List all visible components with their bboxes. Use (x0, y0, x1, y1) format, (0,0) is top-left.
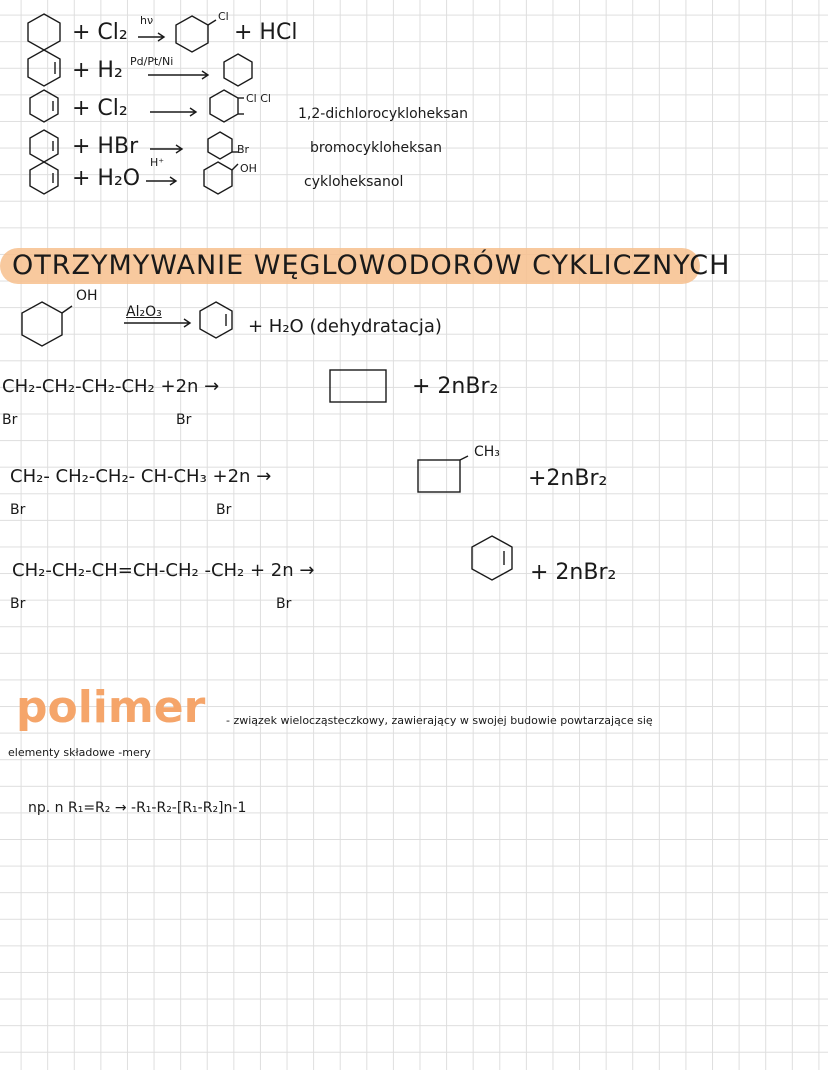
polymer-example: np. n R₁=R₂ → -R₁-R₂-[R₁-R₂]n-1 (28, 800, 247, 816)
cyclohexene-ring (30, 90, 66, 126)
chain-formula: CH₂-CH₂-CH=CH-CH₂ -CH₂ + 2n → (12, 560, 315, 581)
cyclohexane-ring (28, 14, 68, 54)
cyclohexene-ring (200, 302, 240, 342)
cyclohexene-ring (30, 130, 66, 166)
reagent: + H₂ (72, 58, 123, 83)
bromine-label: Br (216, 502, 232, 518)
cyclohexene-ring (30, 162, 66, 198)
compound-name: 1,2-dichlorocykloheksan (298, 106, 469, 122)
definition: elementy składowe -mery (8, 746, 151, 759)
cyclobutane-square (330, 370, 390, 406)
bromine-label: Br (2, 412, 18, 428)
reaction-rest: +2nBr₂ (528, 466, 608, 491)
substituent: Cl Cl (246, 92, 271, 105)
arrow-icon (146, 176, 180, 186)
reaction-rest: + H₂O (dehydratacja) (248, 316, 442, 337)
byproduct: + HCl (234, 20, 298, 45)
bromine-label: Br (10, 596, 26, 612)
cyclohexanol-ring (22, 302, 72, 348)
cyclohexane-ring (224, 54, 260, 90)
compound-name: cykloheksanol (304, 174, 404, 190)
chlorocyclohexane-ring (176, 16, 216, 56)
dichlorocyclohexane-ring (210, 90, 246, 126)
bromocyclohexane-ring (208, 132, 238, 162)
chain-formula: CH₂-CH₂-CH₂-CH₂ +2n → (2, 376, 220, 397)
condition: Pd/Pt/Ni (130, 55, 174, 68)
definition: - związek wielocząsteczkowy, zawierający w swojej budowie powtarzające się (226, 714, 653, 727)
condition: H⁺ (150, 156, 165, 169)
substituent: OH (240, 162, 257, 175)
arrow-icon (148, 70, 212, 80)
arrow-icon (150, 144, 186, 154)
polimer-heading: polimer (16, 682, 206, 733)
substituent: OH (76, 288, 98, 304)
reaction-rest: + 2nBr₂ (530, 560, 617, 585)
cyclohexene-ring (28, 50, 68, 90)
reaction-rest: + 2nBr₂ (412, 374, 499, 399)
substituent: Br (237, 143, 250, 156)
cyclohexene-ring (472, 536, 518, 582)
catalyst: Al₂O₃ (126, 304, 162, 320)
chain-formula: CH₂- CH₂-CH₂- CH-CH₃ +2n → (10, 466, 272, 487)
arrow-icon (138, 32, 168, 42)
arrow-icon (150, 107, 200, 117)
bromine-label: Br (176, 412, 192, 428)
arrow-icon (124, 318, 194, 328)
bromine-label: Br (276, 596, 292, 612)
bromine-label: Br (10, 502, 26, 518)
substituent: Cl (218, 10, 229, 23)
substituent: CH₃ (474, 444, 500, 460)
methylcyclobutane-square (418, 456, 474, 496)
section-title: OTRZYMYWANIE WĘGLOWODORÓW CYKLICZNYCH (12, 250, 731, 281)
reagent: + Cl₂ (72, 20, 128, 45)
reagent: + HBr (72, 134, 139, 159)
compound-name: bromocykloheksan (310, 140, 442, 156)
condition: hν (140, 14, 154, 27)
cyclohexanol-ring (204, 162, 238, 196)
reagent: + H₂O (72, 166, 141, 191)
reagent: + Cl₂ (72, 96, 128, 121)
